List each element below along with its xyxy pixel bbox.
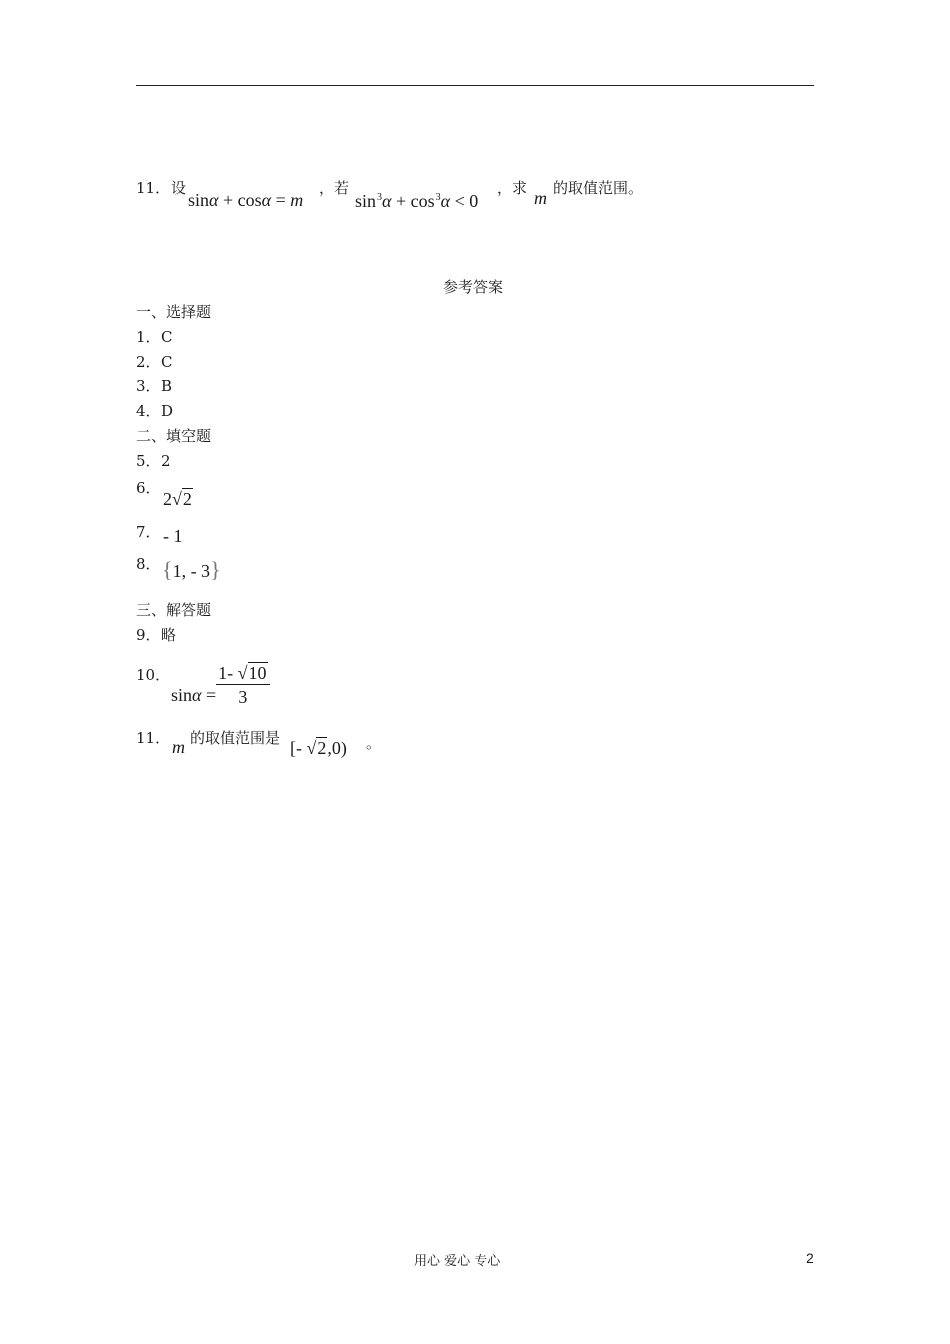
header-rule (136, 85, 814, 86)
answer-1-value: C (161, 328, 173, 346)
answer-3-number: 3． (136, 377, 161, 395)
answer-10-fraction: $\frac{1- √10}{3}$ (216, 663, 269, 707)
question-11-number: 11． (136, 179, 171, 197)
answer-11-end: 。 (366, 734, 382, 752)
answer-6-radicand: 2 (182, 489, 192, 509)
answer-8-value: {1, - 3} (162, 557, 221, 582)
answer-11-open: [- (290, 738, 302, 758)
question-11-sep-2: ，求 (497, 179, 528, 197)
question-11-tail: 的取值范围。 (553, 179, 644, 197)
answer-9-number: 9． (136, 626, 161, 644)
question-11-condition-1: sinα + cosα = m (188, 190, 304, 210)
answer-3-value: B (161, 377, 173, 395)
section-choice: 一、选择题 (136, 303, 212, 321)
answer-5-value: 2 (161, 452, 171, 470)
question-11-var: m (534, 188, 547, 208)
answer-2-number: 2． (136, 353, 161, 371)
answer-6-value: 2√2 (163, 489, 192, 509)
answer-9-value: 略 (161, 626, 177, 644)
answer-6-number: 6． (136, 479, 161, 497)
answer-11-number: 11． (136, 729, 171, 747)
answer-11-close: ,0) (327, 738, 347, 758)
answer-5-number: 5． (136, 452, 161, 470)
answer-11-interval: [- √2,0) (290, 738, 347, 758)
answer-10-denominator: 3 (238, 687, 248, 707)
question-11-lead: 设 (171, 179, 187, 197)
answer-1-number: 1． (136, 328, 161, 346)
answer-10-number: 10． (136, 666, 171, 684)
answers-heading: 参考答案 (443, 278, 504, 296)
section-solutions: 三、解答题 (136, 601, 212, 619)
question-11-condition-2: $\sin^3\alpha + \cos^3\alpha < 0$ (355, 191, 479, 211)
answer-11-radicand: 2 (317, 738, 327, 758)
answer-7-value: - 1 (163, 526, 183, 546)
footer-slogan: 用心 爱心 专心 (414, 1254, 501, 1269)
answer-11-text: 的取值范围是 (190, 729, 281, 747)
section-fill-in: 二、填空题 (136, 427, 212, 445)
answer-6-coef: 2 (163, 489, 172, 509)
answer-4-number: 4． (136, 402, 161, 420)
answer-4-value: D (161, 402, 174, 420)
answer-7-number: 7． (136, 523, 161, 541)
answer-10-value: sinα = $\frac{1- √10}{3}$ (171, 663, 270, 707)
answer-2-value: C (161, 353, 173, 371)
answer-10-numerator: 1- (218, 663, 234, 683)
answer-8-set: 1, - 3 (172, 561, 211, 581)
answer-11-var: m (172, 737, 185, 757)
page-number: 2 (806, 1250, 814, 1266)
question-11-sep-1: ，若 (319, 179, 350, 197)
answer-10-radicand: 10 (248, 663, 267, 683)
answer-8-number: 8． (136, 555, 161, 573)
